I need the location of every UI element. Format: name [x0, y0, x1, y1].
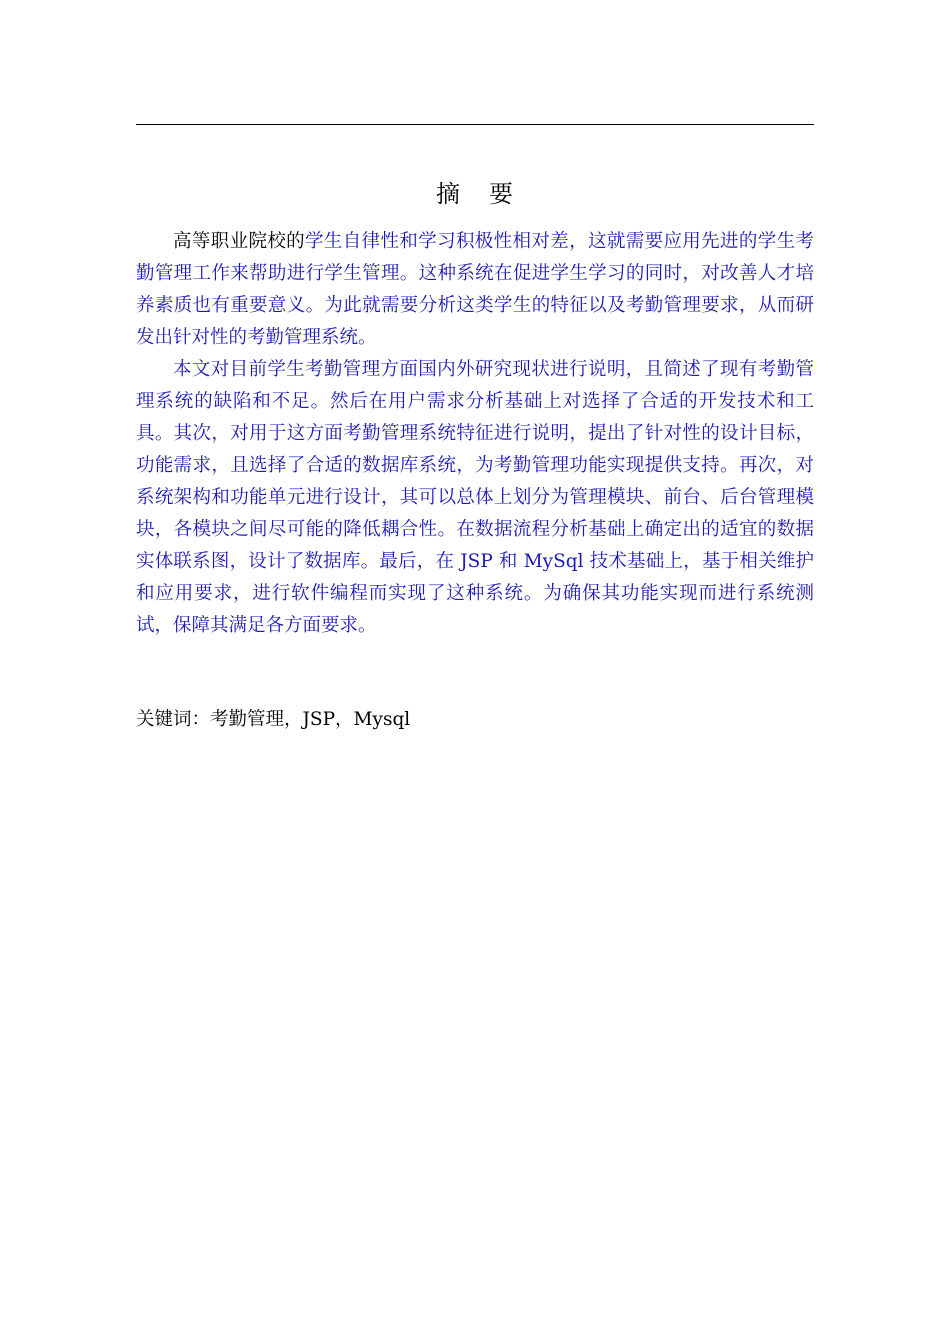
paragraph-1-text: 学生自律性和学习积极性相对差，这就需要应用先进的学生考勤管理工作来帮助进行学生管理。这种系统在促进学生学习的同时，对改善人才培养素质也有重要意义。为此就需要分析这类学生的特征以及考勤管理要求，从而研发出针对性的考勤管理系统。 [136, 231, 814, 348]
title-char-1: 摘 [436, 180, 461, 208]
abstract-body [136, 226, 814, 642]
keywords-label: 关键词： [136, 709, 211, 730]
title-char-2: 要 [489, 180, 514, 208]
header-rule [136, 124, 814, 125]
abstract-paragraph-1 [136, 226, 814, 354]
paragraph-1-lead: 高等职业院校的 [173, 231, 306, 252]
abstract-paragraph-2: 本文对目前学生考勤管理方面国内外研究现状进行说明，且简述了现有考勤管理系统的缺陷和不足。然后在用户需求分析基础上对选择了合适的开发技术和工具。其次，对用于这方面考勤管理系统特征进行说明，提出了针对性的设计目标，功能需求，且选择了合适的数据库系统，为考勤管理功能实现提供支持。再次，对系统架构和功能单元进行设计，其可以总体上划分为管理模块、前台、后台管理模块，各模块之间尽可能的降低耦合性。在数据流程分析基础上确定出的适宜的数据实体联系图，设计了数据库。最后，在 JSP 和 MySql 技术基础上，基于相关维护和应用要求，进行软件编程而实现了这种系统。为确保其功能实现而进行系统测试，保障其满足各方面要求。 [136, 359, 814, 636]
keywords-values: 考勤管理，JSP，Mysql [210, 709, 411, 730]
keywords-line [136, 704, 814, 736]
abstract-title [136, 176, 814, 212]
